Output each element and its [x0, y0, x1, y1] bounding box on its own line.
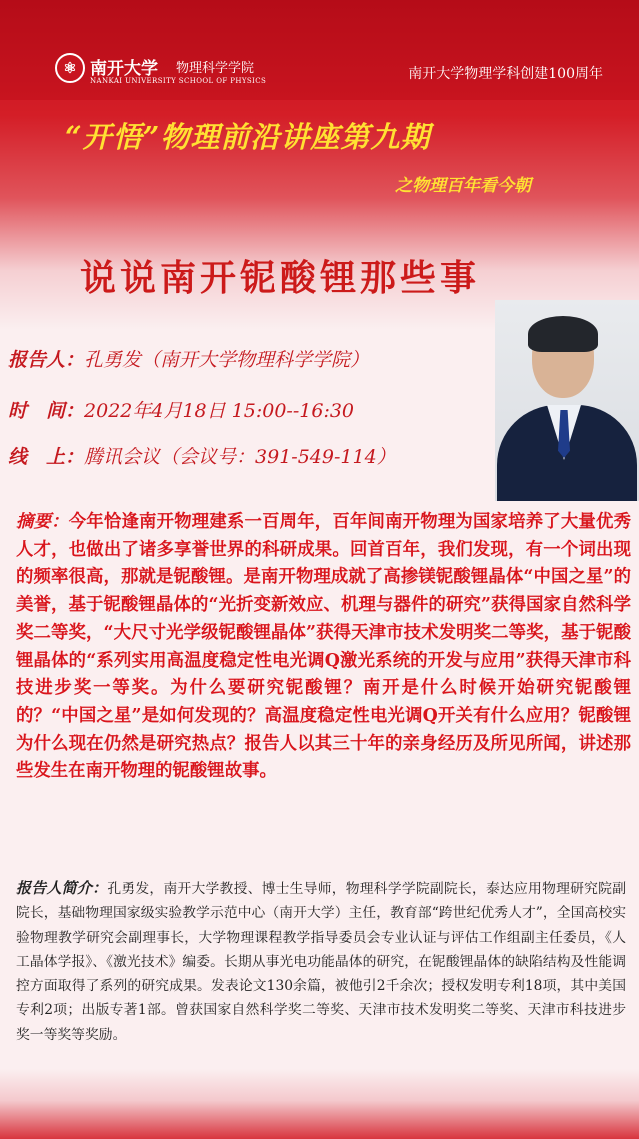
online-label: 线 上：	[8, 446, 85, 468]
school-department: 物理科学学院	[176, 61, 255, 76]
speaker-label: 报告人：	[8, 349, 85, 371]
bio-text: 孔勇发，南开大学教授、博士生导师，物理科学学院副院长，泰达应用物理研究院副院长，基础物理国家级实验教学示范中心（南开大学）主任，教育部“跨世纪优秀人才”，全国高校实验物理教学研究会副理事长，大学物理课程教学指导委员会专业认证与评估工作组副主任委员，《人工晶体学报》、《激光技术》编委。长期从事光电功能晶体的研究，在铌酸锂晶体的缺陷结构及性能调控方面取得了系列的研究成果。发表论文130余篇，被他引2千余次；授权发明专利18项，其中美国专利2项；出版专著1部。曾获国家自然科学奖二等奖、天津市技术发明奖二等奖、天津市科技进步奖一等奖等奖励。	[16, 881, 626, 1043]
header-band	[0, 0, 639, 100]
abstract-label: 摘要：	[16, 512, 69, 532]
lecture-title: 说说南开铌酸锂那些事	[80, 257, 481, 299]
speaker-value: 孔勇发（南开大学物理科学学院）	[84, 349, 370, 371]
speaker-bio-section	[16, 876, 626, 1047]
school-name-cn: 南开大学	[90, 59, 158, 79]
photo-hair	[528, 316, 598, 352]
speaker-line	[8, 345, 369, 372]
abstract-section	[16, 509, 631, 786]
speaker-photo	[495, 300, 639, 501]
online-value: 腾讯会议（会议号：391-549-114）	[84, 446, 396, 468]
time-value: 2022年4月18日 15:00--16:30	[84, 400, 355, 422]
centennial-banner: 南开大学物理学科创建100周年	[408, 66, 603, 82]
school-logo-text	[90, 54, 158, 79]
footer-decoration	[0, 1069, 639, 1139]
online-line	[8, 442, 396, 469]
abstract-text: 今年恰逢南开物理建系一百周年，百年间南开物理为国家培养了大量优秀人才，也做出了诸多享誉世界的科研成果。回首百年，我们发现，有一个词出现的频率很高，那就是铌酸锂。是南开物理成就了高掺镁铌酸锂晶体“中国之星”的美誉，基于铌酸锂晶体的“光折变新效应、机理与器件的研究”获得国家自然科学奖二等奖，“大尺寸光学级铌酸锂晶体”获得天津市技术发明奖二等奖，基于铌酸锂晶体的“系列实用高温度稳定性电光调Q激光系统的开发与应用”获得天津市科技进步奖一等奖。为什么要研究铌酸锂？南开是什么时候开始研究铌酸锂的？“中国之星”是如何发现的？高温度稳定性电光调Q开关有什么应用？铌酸锂为什么现在仍然是研究热点？报告人以其三十年的亲身经历及所见所闻，讲述那些发生在南开物理的铌酸锂故事。	[16, 512, 631, 782]
series-title: “开悟”物理前沿讲座第九期	[65, 120, 431, 154]
time-label: 时 间：	[8, 400, 85, 422]
school-name-en: NANKAI UNIVERSITY SCHOOL OF PHYSICS	[90, 77, 267, 85]
bio-label: 报告人简介：	[16, 879, 108, 897]
series-subtitle: 之物理百年看今朝	[395, 176, 531, 196]
time-line	[8, 396, 354, 423]
university-emblem-icon: ⚛	[55, 53, 85, 83]
